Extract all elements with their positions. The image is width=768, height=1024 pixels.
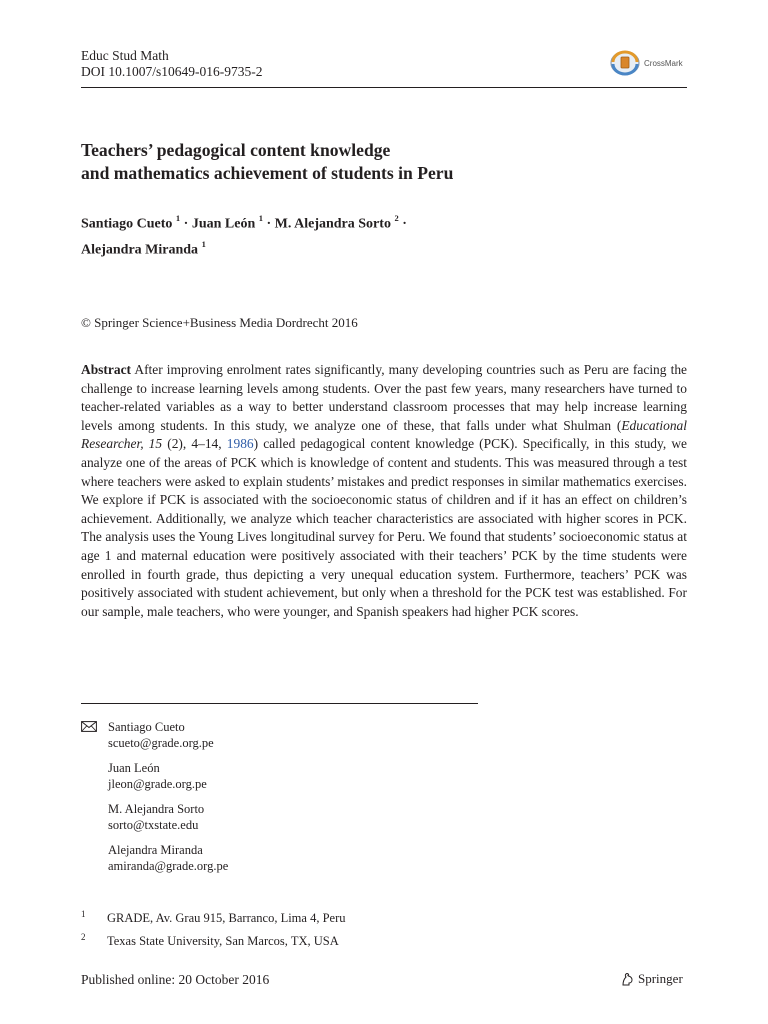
contact-name: Juan León	[108, 761, 160, 775]
author-affiliation-mark[interactable]: 1	[175, 213, 181, 223]
affiliation-text: GRADE, Av. Grau 915, Barranco, Lima 4, Peru	[107, 911, 346, 925]
crossmark-badge[interactable]	[609, 50, 683, 76]
affiliation-item	[81, 933, 346, 949]
author-separator: ·	[266, 216, 272, 232]
contact-name: Alejandra Miranda	[108, 843, 203, 857]
title-line-2: and mathematics achievement of students in Peru	[81, 163, 454, 183]
envelope-icon	[81, 721, 97, 732]
author-affiliation-mark[interactable]: 1	[258, 213, 263, 223]
contact-list	[81, 719, 228, 883]
contact-email[interactable]: scueto@grade.org.pe	[108, 736, 214, 750]
publisher-name: Springer	[638, 971, 683, 986]
springer-horse-icon	[620, 972, 635, 987]
contact-email[interactable]: jleon@grade.org.pe	[108, 777, 207, 791]
affiliation-number: 1	[81, 909, 86, 919]
contact-item	[81, 719, 228, 751]
footnote-rule	[81, 703, 478, 704]
contact-item	[81, 801, 228, 833]
springer-logo	[620, 971, 683, 987]
abstract-journal-ref: Educational Researcher, 15	[81, 417, 687, 452]
affiliation-list	[81, 910, 346, 956]
author-affiliation-mark[interactable]: 2	[394, 213, 399, 223]
author-name[interactable]: M. Alejandra Sorto	[274, 216, 391, 232]
doi[interactable]: DOI 10.1007/s10649-016-9735-2	[81, 64, 263, 79]
author-list	[81, 209, 407, 260]
abstract	[81, 361, 687, 621]
author-affiliation-mark[interactable]: 1	[201, 238, 206, 249]
author-separator: ·	[183, 216, 189, 232]
journal-name: Educ Stud Math	[81, 48, 169, 63]
abstract-text-3: ) called pedagogical content knowledge (PCK). Specifically, in this study, we analyze one of the areas of PCK which is knowledge of content and students. This was measured through a test where teachers were asked to explain students’ mistakes and predict responses in similar mathematics exercises. We explore if PCK is associated with the socioeconomic status of children and if it has an effect on children’s achievement. Additionally, we analyze which teacher characteristics are associated with higher scores in PCK. The analysis uses the Young Lives longitudinal survey for Peru. We found that students’ socioeconomic status at age 1 and maternal education were positively associated with their teachers’ PCK by the time students were enrolled in fourth grade, thus depicting a very unequal education system. Furthermore, teachers’ PCK was positively associated with student achievement, but only when a threshold for the PCK test was established. For our sample, male teachers, who were younger, and Spanish speakers had higher PCK scores.	[81, 436, 688, 619]
paper-title	[81, 139, 453, 185]
contact-name: Santiago Cueto	[108, 720, 185, 734]
header-rule	[81, 87, 687, 88]
contact-item	[81, 760, 228, 792]
citation-year-link[interactable]: 1986	[226, 436, 254, 452]
author-line-2	[81, 235, 407, 261]
contact-name: M. Alejandra Sorto	[108, 802, 205, 816]
title-line-1: Teachers’ pedagogical content knowledge	[81, 140, 391, 160]
author-name[interactable]: Alejandra Miranda	[81, 242, 199, 258]
contact-email[interactable]: sorto@txstate.edu	[108, 818, 199, 832]
affiliation-number: 2	[81, 932, 86, 942]
contact-email[interactable]: amiranda@grade.org.pe	[108, 859, 229, 873]
crossmark-icon	[609, 50, 641, 76]
abstract-text-2: (2), 4–14,	[162, 436, 227, 452]
contact-item	[81, 842, 228, 874]
author-name[interactable]: Santiago Cueto	[81, 216, 173, 232]
copyright-notice: © Springer Science+Business Media Dordrecht 2016	[81, 315, 358, 330]
journal-header	[81, 48, 263, 80]
affiliation-item	[81, 910, 346, 926]
author-separator: ·	[402, 216, 407, 232]
crossmark-label: CrossMark	[644, 58, 683, 68]
author-line-1	[81, 209, 407, 235]
abstract-label: Abstract	[81, 362, 132, 377]
published-date: Published online: 20 October 2016	[81, 972, 270, 987]
author-name[interactable]: Juan León	[191, 216, 256, 232]
affiliation-text: Texas State University, San Marcos, TX, USA	[107, 934, 339, 948]
abstract-text-1: After improving enrolment rates significantly, many developing countries such as Peru are facing the challenge to increase learning levels among students. Over the past few years, many researchers have turned to teacher-related variables as a way to better understand classroom processes that may help increase learning levels among students. In this study, we analyze one of these, that falls under what Shulman (	[81, 362, 688, 433]
